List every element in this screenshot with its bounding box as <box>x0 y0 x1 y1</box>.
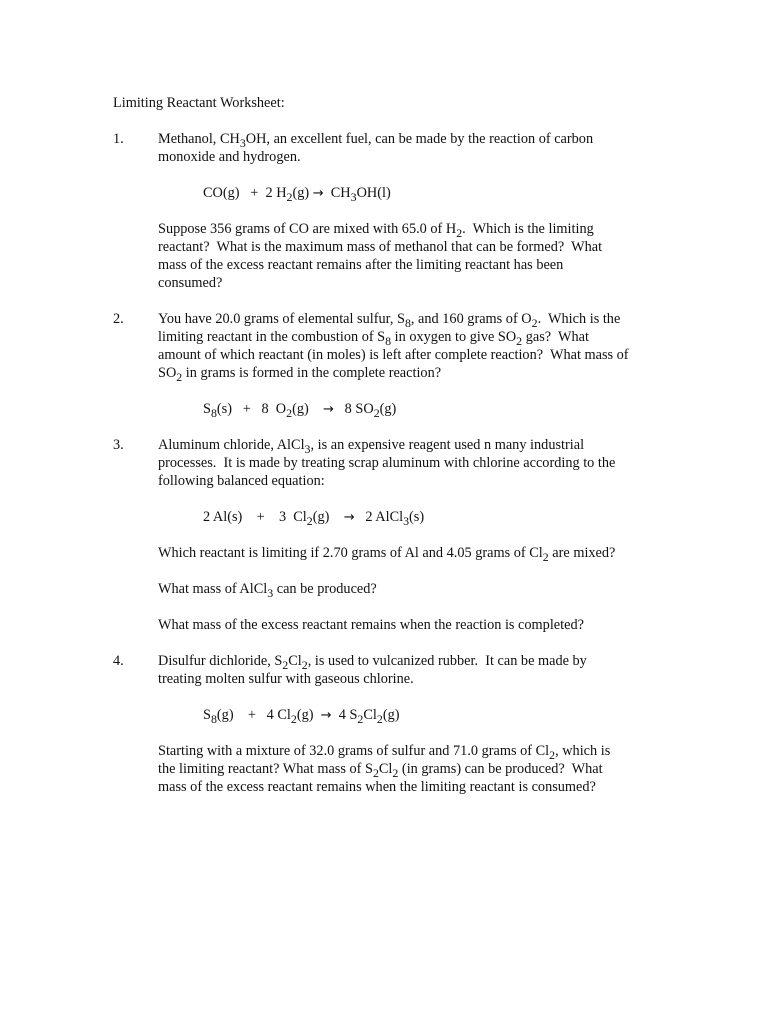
q4-intro: Disulfur dichloride, $S_2Cl_2$, is used to vulcanized rubber. It can be made by treating molten sulfur with gaseous chlorine. <box>158 653 587 687</box>
q3-question-b: What mass of AlCl$_3$ can be produced? <box>158 581 377 600</box>
arrow-icon: → <box>343 510 355 525</box>
q1-intro: Methanol, $CH_3OH$, an excellent fuel, can be made by the reaction of carbon monoxide and hydrogen. <box>158 131 594 165</box>
q3-equation: 2 Al(s) + 3 $Cl_2(g)$ → 2 AlCl$_3$(s) <box>203 509 425 528</box>
q2-intro: You have 20.0 grams of elemental sulfur, $S_8$, and 160 grams of $O_2$. Which is the limiting reactant in the combustion of $S_8$ in oxygen to give $SO_2$ gas? What amount of which reactant (in moles) is left after complete reaction? What mass of $SO_2$ in grams is formed in the complete reaction? <box>158 311 629 384</box>
arrow-icon: → <box>312 186 324 201</box>
q2-number: 2. <box>113 311 124 327</box>
arrow-icon: → <box>323 402 334 417</box>
q4-equation: $S_8(g)$ + 4 $Cl_2(g) \to 4$ $S_2Cl_2(g)$ <box>203 707 400 726</box>
q3-intro: Aluminum chloride, AlCl$_3$, is an expensive reagent used n many industrial processes. It is made by treating scrap aluminum with chlorine according to the following balanced equation: <box>158 437 616 489</box>
q3-question-a: Which reactant is limiting if 2.70 grams of Al and 4.05 grams of $Cl_2$ are mixed? <box>158 545 616 564</box>
q3-question-c: What mass of the excess reactant remains when the reaction is completed? <box>158 617 584 633</box>
q1-number: 1. <box>113 131 124 147</box>
page-title: Limiting Reactant Worksheet: <box>113 95 285 111</box>
q2-equation: $S_8(s) + 8$ $O_2(g)$ → 8 $SO_2(g)$ <box>203 401 397 420</box>
arrow-icon: → <box>320 708 332 723</box>
q3-number: 3. <box>113 437 124 453</box>
q4-number: 4. <box>113 653 124 669</box>
q4-body: Starting with a mixture of 32.0 grams of sulfur and 71.0 grams of $Cl_2$, which is the limiting reactant? What mass of $S_2Cl_2$ (in grams) can be produced? What mass of the excess reactant remains when the limiting reactant is consumed? <box>158 743 611 795</box>
q1-body: Suppose 356 grams of CO are mixed with 65.0 of $H_2$. Which is the limiting reactant? What is the maximum mass of methanol that can be formed? What mass of the excess reactant remains after the limiting reactant has been consumed? <box>158 221 603 291</box>
q1-equation: CO(g) + 2 $H_2(g) \to CH_3OH(l)$ <box>203 185 391 204</box>
